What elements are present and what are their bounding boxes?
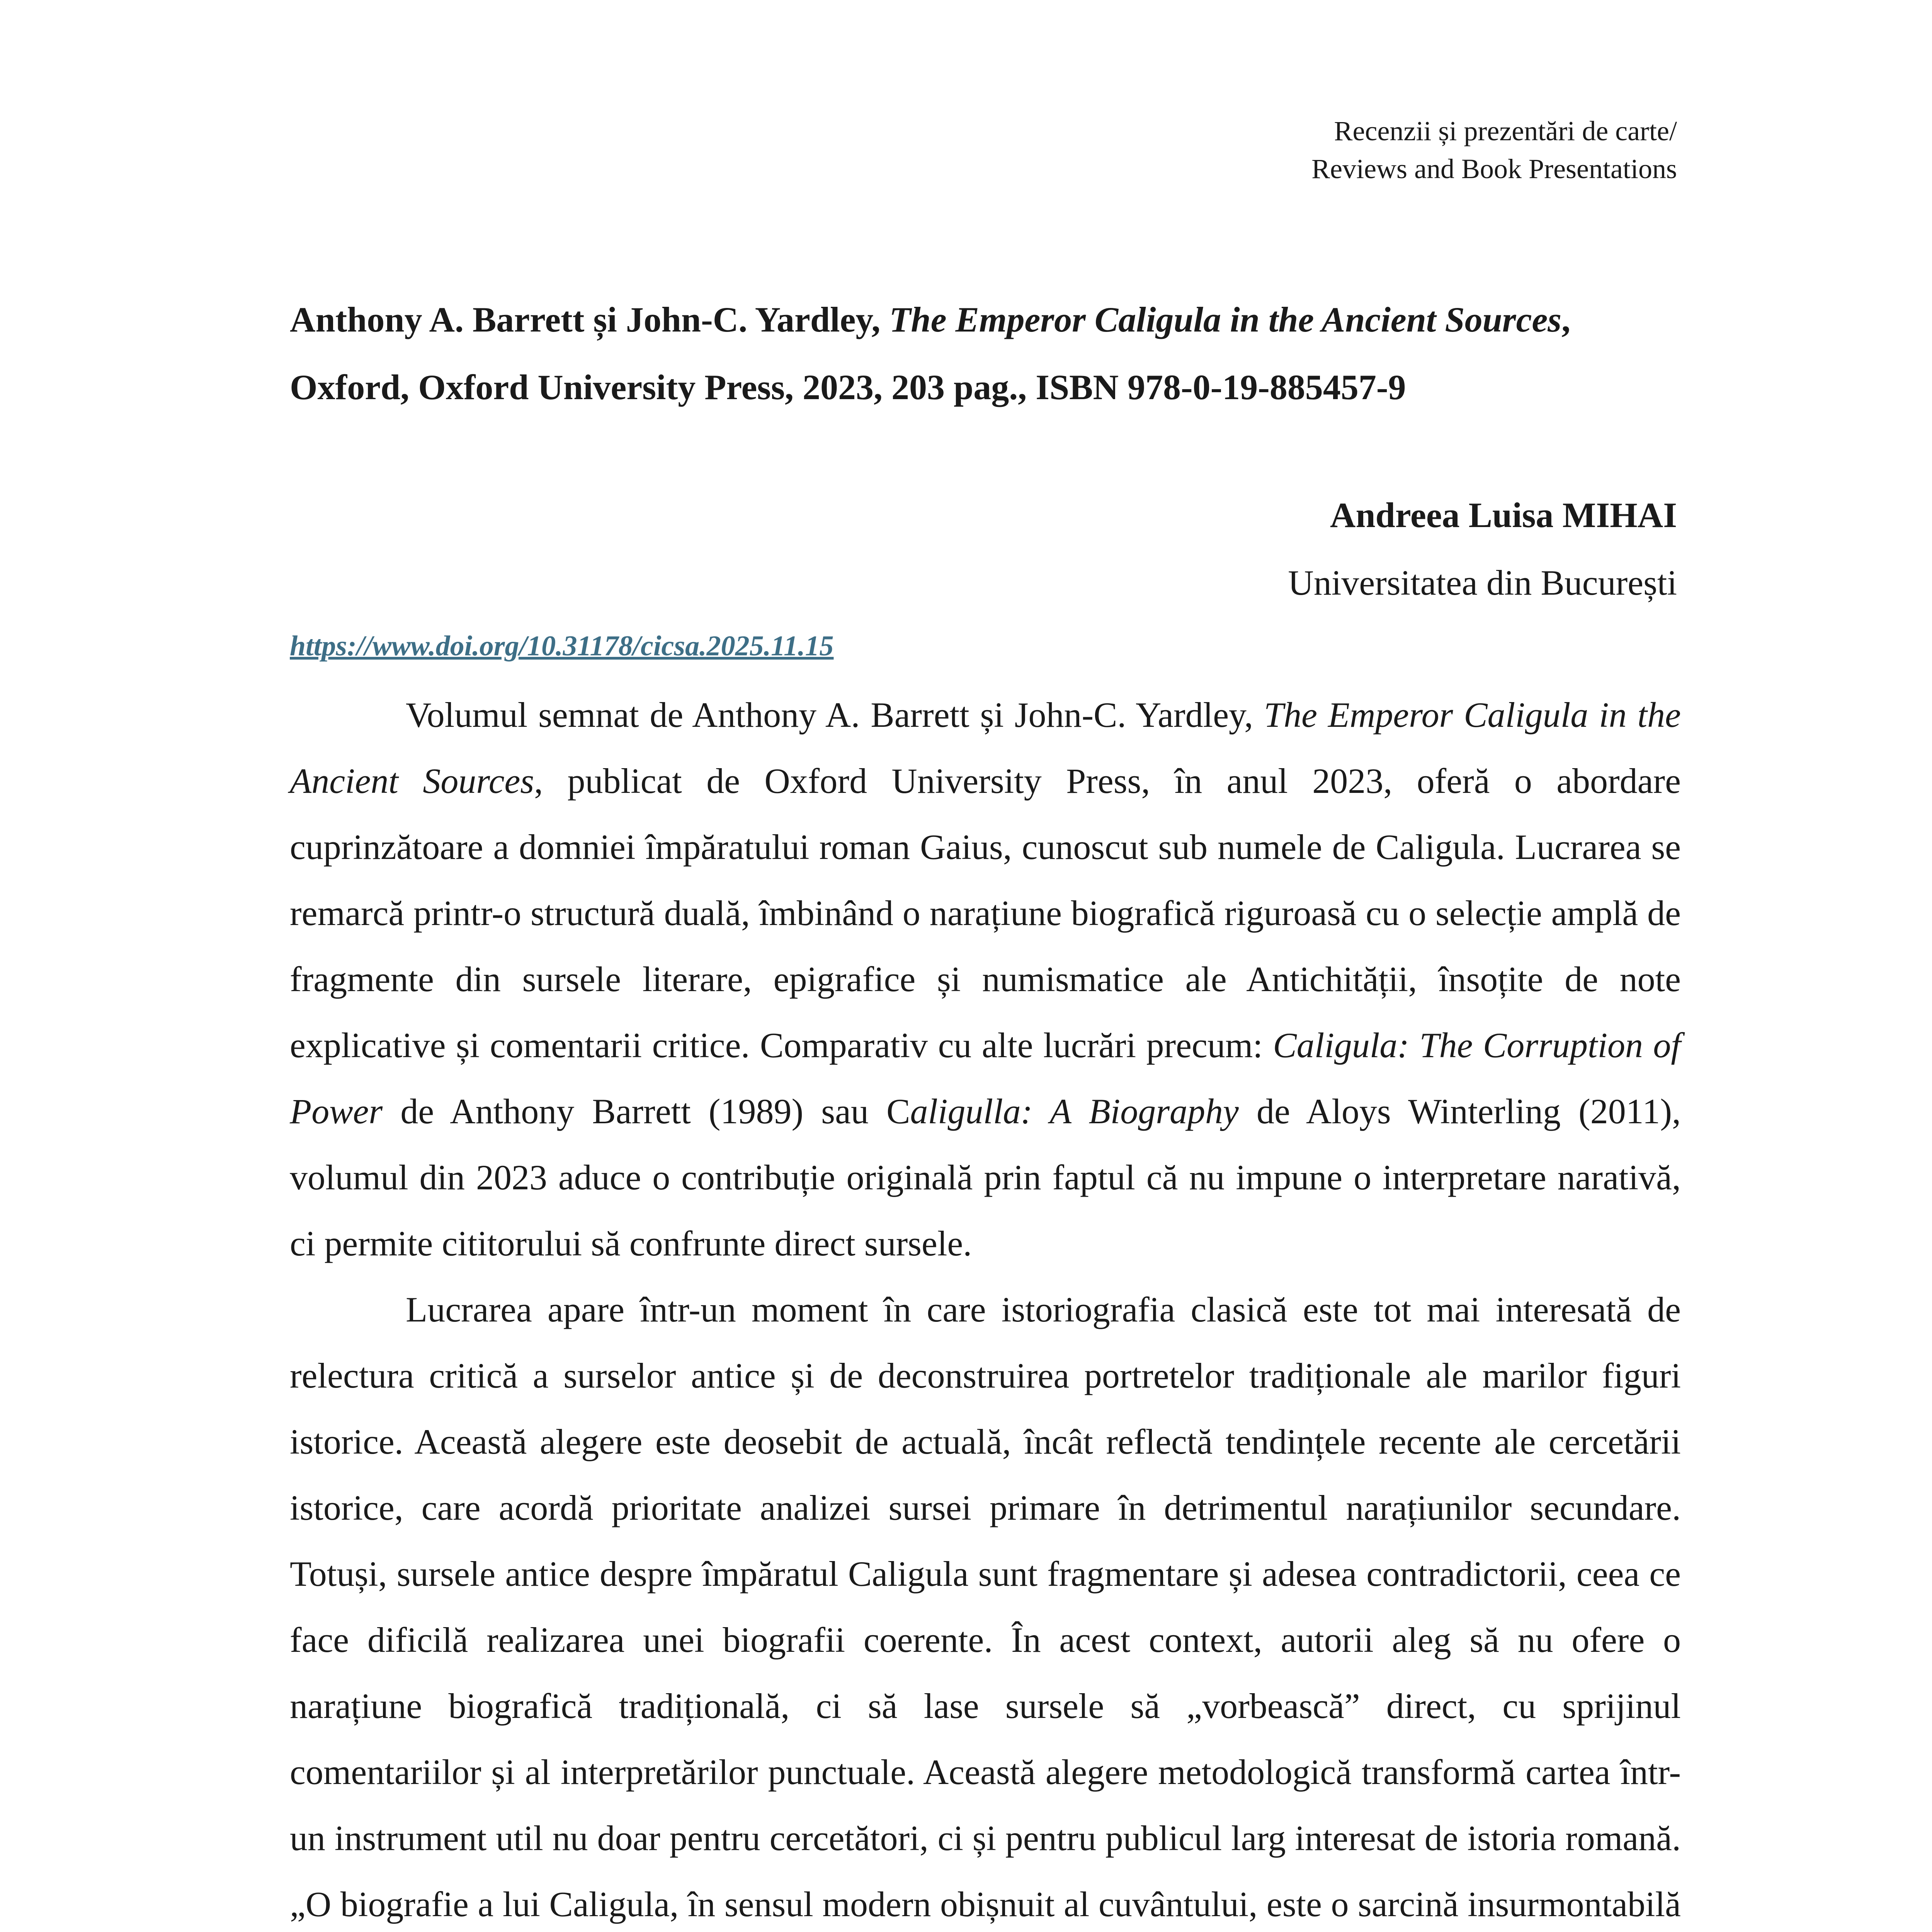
- p1-italic-title-2: Caligula: The Corruption of Power: [290, 1026, 1681, 1131]
- header-line-romanian: Recenzii și prezentări de carte/: [1334, 116, 1677, 146]
- p1-text-2: , publicat de Oxford University Press, în anul 2023, oferă o abordare cuprinzătoare a domniei împăratului roman Gaius, cunoscut sub numele de Caligula. Lucrarea se remarcă printr-o structură duală, îmbinând o narațiune biografică riguroasă cu o selecție amplă de fragmente din sursele literare, epigrafice și numismatice ale Antichității, însoțite de note explicative și comentarii critice. Comparativ cu alte lucrări precum:: [290, 761, 1681, 1065]
- p1-italic-title-1: The Emperor Caligula in the Ancient Sources: [290, 695, 1681, 801]
- running-header: [1311, 112, 1677, 188]
- review-title: [290, 286, 1681, 421]
- p1-text-4: de Aloys Winterling (2011), volumul din 2023 aduce o contribuție originală prin faptul că nu impune o interpretare narativă, ci permite cititorului să confrunte direct sursele.: [290, 1092, 1681, 1263]
- body-text: [290, 682, 1681, 1932]
- title-details: , Oxford, Oxford University Press, 2023, 203 pag., ISBN 978-0-19-885457-9: [290, 300, 1571, 407]
- paragraph-1: [290, 682, 1681, 1277]
- title-book: The Emperor Caligula in the Ancient Sources: [889, 300, 1562, 339]
- reviewer-name: Andreea Luisa MIHAI: [1330, 495, 1677, 535]
- reviewer-affiliation: Universitatea din București: [1288, 563, 1677, 602]
- p1-text-3: de Anthony Barrett (1989) sau C: [383, 1092, 910, 1131]
- paragraph-2: Lucrarea apare într-un moment în care istoriografia clasică este tot mai interesată de relectura critică a surselor antice și de deconstruirea portretelor tradiționale ale marilor figuri istorice. Această alegere este deosebit de actuală, încât reflectă tendințele recente ale cercetării istorice, care acordă prioritate analizei sursei primare în detrimentul narațiunilor secundare. Totuși, sursele antice despre împăratul Caligula sunt fragmentare și adesea contradictorii, ceea ce face dificilă realizarea unei biografii coerente. În acest context, autorii aleg să nu ofere o narațiune biografică tradițională, ci să lase sursele să „vorbească” direct, cu sprijinul comentariilor și al interpretărilor punctuale. Această alegere metodologică transformă cartea într-un instrument util nu doar pentru cercetători, ci și pentru publicul larg interesat de istoria romană. „O biografie a lui Caligula, în sensul modern obișnuit al cuvântului, este o sarcină insurmontabilă: [290, 1290, 1681, 1924]
- doi-link[interactable]: https://www.doi.org/10.31178/cicsa.2025.11.15: [290, 630, 834, 662]
- header-line-english: Reviews and Book Presentations: [1311, 153, 1677, 184]
- p1-text-1: Volumul semnat de Anthony A. Barrett și John-C. Yardley,: [406, 695, 1264, 735]
- p1-italic-title-3: aligulla: A Biography: [910, 1092, 1239, 1131]
- title-authors: Anthony A. Barrett și John-C. Yardley,: [290, 300, 889, 339]
